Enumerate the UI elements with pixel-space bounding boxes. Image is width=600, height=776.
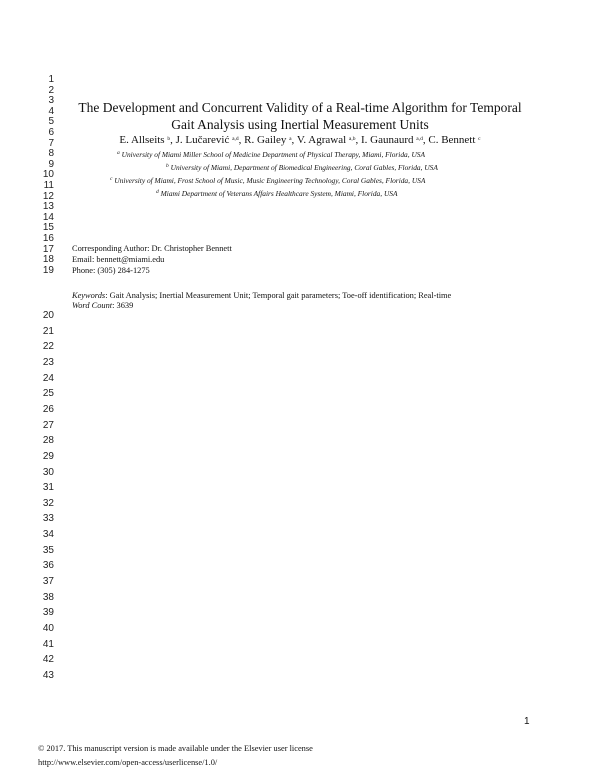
line-number: 17	[42, 243, 54, 255]
line-number: 14	[42, 211, 54, 223]
page-number: 1	[524, 716, 530, 727]
author-affiliation-sup: a,b	[348, 136, 356, 142]
keywords-label: Keywords	[72, 291, 106, 300]
line-number: 19	[42, 264, 54, 276]
corresponding-author: Corresponding Author: Dr. Christopher Bennett	[72, 244, 232, 253]
paper-title-line-1: The Development and Concurrent Validity of a Real-time Algorithm for Temporal	[78, 100, 522, 115]
line-number: 27	[42, 419, 54, 431]
affiliation-text: Miami Department of Veterans Affairs Healthcare System, Miami, Florida, USA	[160, 189, 398, 198]
author-name: V. Agrawal	[296, 134, 347, 146]
license-note: © 2017. This manuscript version is made available under the Elsevier user license	[38, 744, 313, 753]
author-affiliation-sup: b	[167, 136, 171, 142]
line-number: 24	[42, 372, 54, 384]
line-number: 5	[48, 116, 54, 128]
line-number: 13	[42, 201, 54, 213]
author-name: I. Gaunaurd	[360, 134, 414, 146]
affiliation-d	[156, 189, 398, 198]
line-number: 33	[42, 513, 54, 525]
line-number: 4	[48, 105, 54, 117]
keywords-line	[72, 291, 451, 301]
line-number: 7	[48, 137, 54, 149]
line-number: 11	[43, 180, 54, 191]
affiliation-sup: a	[117, 150, 120, 156]
word-count-label: Word Count	[72, 301, 113, 310]
author-affiliation-sup: a	[289, 136, 292, 142]
keywords-text: : Gait Analysis; Inertial Measurement Unit; Temporal gait parameters; Toe-off identification; Real-time	[105, 291, 452, 300]
author-list: E. Allseits $^b$, J. Lučarević $^{a,d}$, R. Gailey $^a$, V. Agrawal $^{a,b}$, I. Gaunaurd $^{a,d}$, C. Bennett $^c$	[119, 134, 481, 146]
affiliation-sup: c	[110, 176, 113, 182]
line-number: 40	[42, 623, 54, 634]
author-name: C. Bennett	[428, 134, 476, 146]
affiliation-text: University of Miami, Frost School of Music, Music Engineering Technology, Coral Gables, Florida, USA	[114, 176, 426, 185]
line-number: 9	[48, 158, 54, 170]
affiliation-sup: d	[156, 189, 159, 195]
line-number: 16	[42, 233, 54, 244]
line-number: 12	[42, 190, 54, 202]
affiliation-c	[110, 176, 425, 185]
phone-line: Phone: (305) 284-1275	[72, 266, 150, 275]
affiliation-text: University of Miami, Department of Biomedical Engineering, Coral Gables, Florida, USA	[170, 163, 438, 172]
line-number: 34	[42, 529, 54, 541]
line-number: 3	[48, 95, 54, 107]
paper-title-line-2: Gait Analysis using Inertial Measurement Units	[171, 117, 429, 132]
word-count-line	[72, 301, 133, 311]
line-number: 43	[42, 669, 54, 681]
author-name: E. Allseits	[119, 134, 165, 146]
line-number: 15	[42, 222, 54, 234]
line-number: 38	[42, 591, 54, 603]
line-number: 35	[42, 544, 54, 556]
line-number: 30	[42, 466, 54, 478]
line-number: 26	[42, 403, 54, 415]
line-number: 37	[42, 576, 54, 588]
line-number: 39	[42, 607, 54, 619]
affiliation-text: University of Miami Miller School of Medicine Department of Physical Therapy, Miami, Florida, USA	[121, 150, 425, 159]
license-url[interactable]: http://www.elsevier.com/open-access/userlicense/1.0/	[38, 758, 218, 767]
line-number: 21	[42, 325, 54, 337]
line-number: 29	[42, 450, 54, 462]
line-number: 1	[48, 74, 54, 85]
line-number: 36	[42, 560, 54, 572]
affiliation-b	[166, 163, 438, 172]
line-number: 23	[42, 356, 54, 368]
line-number: 20	[42, 310, 54, 321]
line-number: 8	[48, 148, 54, 160]
line-number: 10	[42, 169, 54, 181]
line-number: 2	[48, 84, 54, 96]
author-affiliation-sup: a,d	[416, 136, 423, 142]
line-number: 31	[42, 482, 54, 494]
affiliation-sup: b	[166, 163, 169, 169]
line-number: 42	[42, 654, 54, 666]
line-number: 32	[42, 497, 54, 509]
line-number: 18	[42, 254, 54, 266]
email-line: Email: bennett@miami.edu	[72, 255, 165, 264]
author-name: R. Gailey	[244, 134, 287, 146]
author-affiliation-sup: c	[478, 136, 481, 142]
author-name: J. Lučarević	[175, 134, 230, 146]
word-count-text: : 3639	[112, 301, 134, 310]
line-number: 28	[42, 435, 54, 447]
affiliation-a	[117, 150, 425, 159]
line-number: 25	[42, 388, 54, 400]
line-number: 41	[42, 638, 54, 650]
line-number: 22	[42, 341, 54, 353]
author-affiliation-sup: a,d	[232, 136, 239, 142]
line-number: 6	[48, 127, 54, 138]
